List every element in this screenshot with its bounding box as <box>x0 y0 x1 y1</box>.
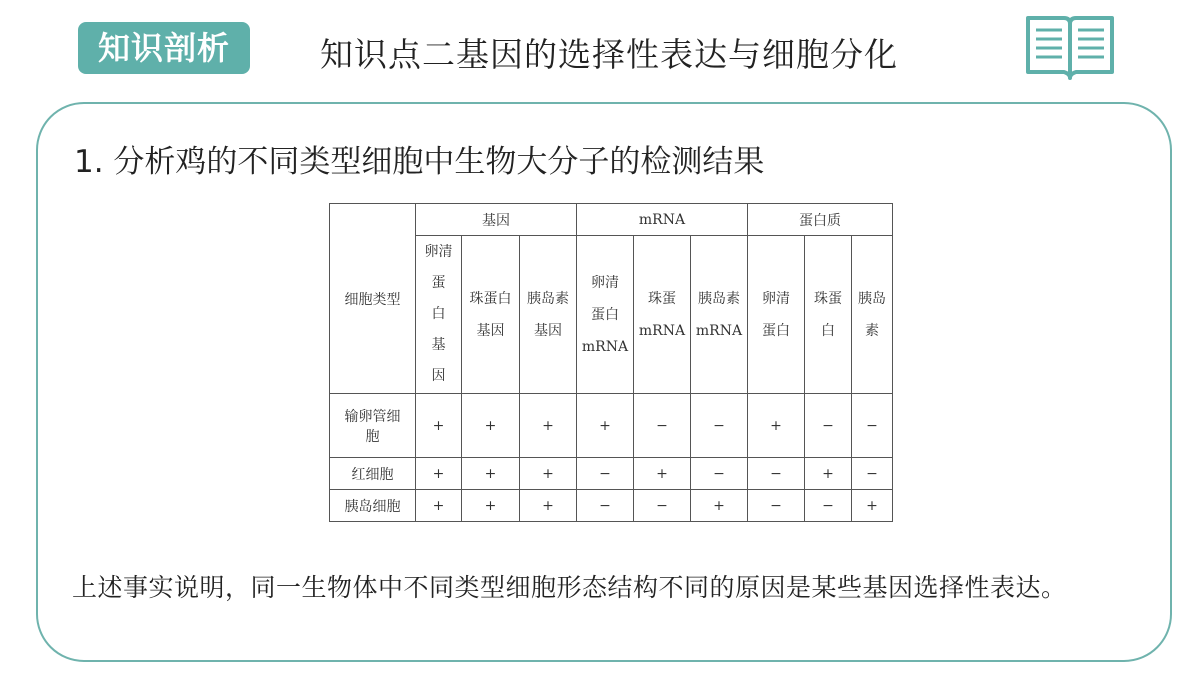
row-header-cell: 细胞类型 <box>330 204 416 394</box>
column-header-cell: 胰岛 素 <box>852 236 893 394</box>
column-header-cell: 卵清 蛋 白 基 因 <box>416 236 462 394</box>
group-header-cell: mRNA <box>577 204 748 236</box>
result-cell: + <box>520 458 577 490</box>
result-cell: − <box>748 490 805 522</box>
section-badge: 知识剖析 <box>78 22 250 74</box>
result-cell: − <box>748 458 805 490</box>
column-header-cell: 珠蛋白 基因 <box>462 236 520 394</box>
result-cell: + <box>852 490 893 522</box>
result-cell: − <box>691 458 748 490</box>
table-row <box>330 490 893 522</box>
table-row <box>330 394 893 458</box>
result-cell: − <box>691 394 748 458</box>
page-title: 知识点二基因的选择性表达与细胞分化 <box>320 35 898 74</box>
result-cell: + <box>416 458 462 490</box>
result-cell: + <box>416 394 462 458</box>
result-cell: + <box>462 394 520 458</box>
result-cell: − <box>634 490 691 522</box>
cell-type-label: 红细胞 <box>330 458 416 490</box>
result-cell: − <box>852 394 893 458</box>
column-header-cell: 卵清 蛋白 <box>748 236 805 394</box>
result-cell: + <box>520 394 577 458</box>
result-cell: + <box>691 490 748 522</box>
result-cell: + <box>416 490 462 522</box>
result-cell: + <box>520 490 577 522</box>
cell-type-label: 输卵管细 胞 <box>330 394 416 458</box>
column-header-cell: 卵清 蛋白 mRNA <box>577 236 634 394</box>
column-header-cell: 胰岛素 mRNA <box>691 236 748 394</box>
result-cell: − <box>852 458 893 490</box>
result-cell: + <box>577 394 634 458</box>
column-header-cell: 胰岛素 基因 <box>520 236 577 394</box>
open-book-icon <box>1024 10 1116 82</box>
result-cell: + <box>462 490 520 522</box>
column-header-cell: 珠蛋 白 <box>805 236 852 394</box>
group-header-cell: 蛋白质 <box>748 204 893 236</box>
result-cell: − <box>577 490 634 522</box>
result-cell: + <box>748 394 805 458</box>
result-cell: − <box>577 458 634 490</box>
result-cell: − <box>805 394 852 458</box>
group-header-cell: 基因 <box>416 204 577 236</box>
section-heading: 1. 分析鸡的不同类型细胞中生物大分子的检测结果 <box>74 144 765 180</box>
result-cell: + <box>805 458 852 490</box>
conclusion-text: 上述事实说明，同一生物体中不同类型细胞形态结构不同的原因是某些基因选择性表达。 <box>72 573 1067 602</box>
result-cell: + <box>462 458 520 490</box>
table-row <box>330 458 893 490</box>
column-header-cell: 珠蛋 mRNA <box>634 236 691 394</box>
result-cell: + <box>634 458 691 490</box>
result-cell: − <box>805 490 852 522</box>
result-cell: − <box>634 394 691 458</box>
cell-type-label: 胰岛细胞 <box>330 490 416 522</box>
detection-table <box>329 203 893 522</box>
